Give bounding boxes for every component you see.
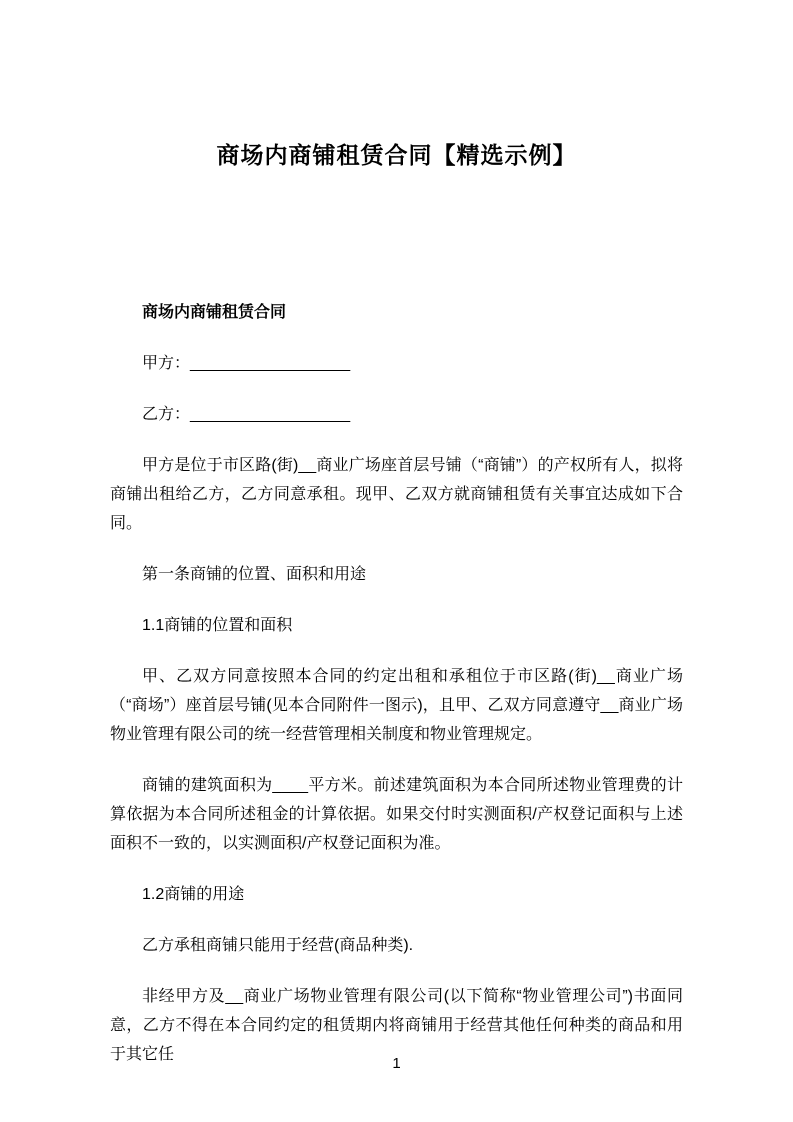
clause-1-2-heading: 1.2商铺的用途 xyxy=(142,886,245,903)
floor-area-paragraph: 商铺的建筑面积为____平方米。前述建筑面积为本合同所述物业管理费的计算依据为本合同所述租金的计算依据。如果交付时实测面积/产权登记面积与上述面积不一致的，以实测面积/产权登记面积为准。 xyxy=(110,777,683,852)
party-a-line: 甲方：__________________ xyxy=(142,355,351,372)
contract-heading: 商场内商铺租赁合同 xyxy=(142,304,287,321)
usage-paragraph: 乙方承租商铺只能用于经营(商品种类). xyxy=(142,937,414,954)
preamble-paragraph: 甲方是位于市区路(街)__商业广场座首层号铺（“商铺”）的产权所有人，拟将商铺出租给乙方，乙方同意承租。现甲、乙双方就商铺租赁有关事宜达成如下合同。 xyxy=(110,457,683,532)
restriction-paragraph: 非经甲方及__商业广场物业管理有限公司(以下简称“物业管理公司”)书面同意，乙方不得在本合同约定的租赁期内将商铺用于经营其他任何种类的商品和用于其它任 xyxy=(110,988,683,1063)
clause-1-1-heading: 1.1商铺的位置和面积 xyxy=(142,617,293,634)
clause-1-1-paragraph: 甲、乙双方同意按照本合同的约定出租和承租位于市区路(街)__商业广场（“商场”）座首层号铺(见本合同附件一图示)，且甲、乙双方同意遵守__商业广场物业管理有限公司的统一经营管理相关制度和物业管理规定。 xyxy=(110,668,683,743)
document-title: 商场内商铺租赁合同【精选示例】 xyxy=(216,142,577,168)
party-b-line: 乙方：__________________ xyxy=(142,406,351,423)
article-1-heading: 第一条商铺的位置、面积和用途 xyxy=(142,566,367,583)
page-number: 1 xyxy=(392,1055,401,1072)
